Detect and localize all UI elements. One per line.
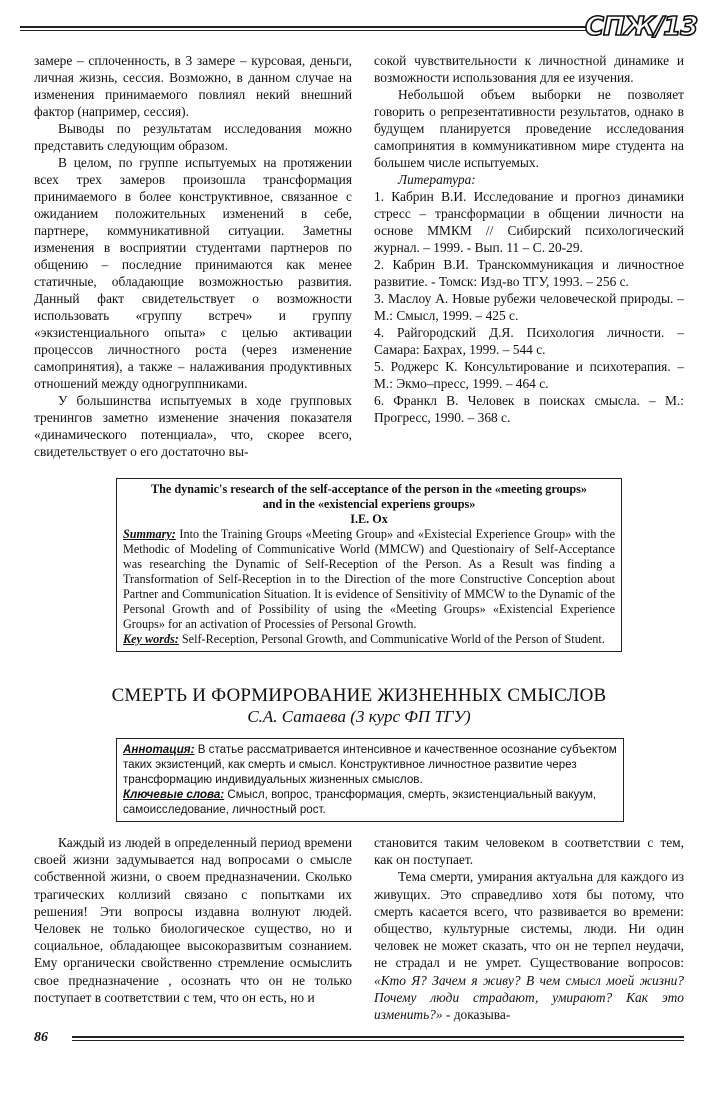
annotation-box <box>116 738 624 822</box>
annotation-keywords-text: Смысл, вопрос, трансформация, смерть, экзистенциальный вакуум, самоисследование, личностный рост. <box>123 788 597 816</box>
right-column-top <box>374 52 684 426</box>
keywords-text: Self-Reception, Personal Growth, and Communicative World of the Person of Student. <box>178 632 605 646</box>
annotation-keywords <box>123 787 617 817</box>
annotation-label: Аннотация: <box>123 743 195 756</box>
right-column-bottom <box>374 834 684 1023</box>
page-number: 86 <box>34 1030 48 1045</box>
reference-item: 5. Роджерс К. Консультирование и психотерапия. – М.: Экмо–пресс, 1999. – 464 с. <box>374 359 684 391</box>
reference-list <box>374 188 684 426</box>
annotation-text: В статье рассматривается интенсивное и качественное осознание субъектом таких экзистенций, как смерть и смысл. Конструктивное личностное развитие через трансформацию индивидуальных жизненных смыслов. <box>123 743 617 786</box>
keywords-paragraph <box>123 632 615 647</box>
paragraph: сокой чувствительности к личностной динамике и возможности использования для ее изучения. <box>374 53 684 85</box>
header-rule <box>20 26 590 31</box>
paragraph: Небольшой объем выборки не позволяет говорить о репрезентативности результатов, однако в будущем планируется проведение исследования самопринятия в коммуникативном мире студента на большем числе испытуемых. <box>374 87 684 170</box>
paragraph: замере – сплоченность, в 3 замере – курсовая, деньги, личная жизнь, сессия. Возможно, в данном случае на изменения принимаемого повлиял некий внешний фактор (например, сессия). <box>34 53 352 119</box>
summary-title-line: The dynamic's research of the self-acceptance of the person in the «meeting groups» <box>151 482 587 496</box>
left-column-top <box>34 52 352 460</box>
paragraph: У большинства испытуемых в ходе групповых тренингов заметно изменение значения показателя «динамического потенциала», что, скорее всего, свидетельствует о его достаточно вы- <box>34 393 352 459</box>
article-title: СМЕРТЬ И ФОРМИРОВАНИЕ ЖИЗНЕННЫХ СМЫСЛОВ <box>111 685 607 706</box>
paragraph <box>374 868 684 1023</box>
annotation-keywords-label: Ключевые слова: <box>123 788 225 801</box>
paragraph-italic-questions: «Кто Я? Зачем я живу? В чем смысл моей жизни? Почему люди страдают, умирают? Как это изменить?» <box>374 972 684 1023</box>
summary-author: I.E. Ox <box>350 512 388 526</box>
english-summary-box <box>116 478 622 652</box>
paragraph: В целом, по группе испытуемых на протяжении всех трех замеров произошла трансформация принимаемого в более конструктивное, связанное с ожиданием положительных изменений в себе, партнере, коммуникативной ситуации. Заметны изменения в восприятии студентами партнеров по общению – последние принимаются как менее статичные, обладающие возможностью развития. Данный факт свидетельствует о возможности использовать «группу встреч» и группу «экзистенциального опыта» с целью активации процессов личностного роста (через изменение самопринятия), а также – налаживания продуктивных отношений между одногруппниками. <box>34 155 352 391</box>
summary-label: Summary: <box>123 527 176 541</box>
paragraph-text: - доказыва- <box>442 1007 511 1023</box>
journal-logo: СПЖ/13 <box>585 12 698 42</box>
footer-rule <box>72 1036 684 1041</box>
summary-title-line: and in the «existencial experiens groups» <box>262 497 476 511</box>
reference-item: 2. Кабрин В.И. Транскоммуникация и личностное развитие. - Томск: Изд-во ТГУ, 1993. – 256 с. <box>374 257 684 289</box>
references-heading: Литература: <box>398 172 476 187</box>
paragraph: становится таким человеком в соответствии с тем, как он поступает. <box>374 835 684 868</box>
paragraph: Каждый из людей в определенный период времени своей жизни задумывается над вопросами о смысле собственной жизни, о своем предназначении. Сколько трагических коллизий связано с попытками их решения! Эти вопросы издавна волнуют людей. Человек не только биологическое существо, но и социальное, обладающее высокоразвитым сознанием. Ему органически свойственно стремление осмыслить свое предназначение , осознать что он не только поступает в соответствии с тем, что он есть, но и <box>34 835 352 1005</box>
reference-item: 3. Маслоу А. Новые рубежи человеческой природы. – М.: Смысл, 1999. – 425 с. <box>374 291 684 323</box>
reference-item: 6. Франкл В. Человек в поисках смысла. – М.: Прогресс, 1990. – 368 с. <box>374 393 684 425</box>
left-column-bottom <box>34 834 352 1006</box>
paragraph: Выводы по результатам исследования можно представить следующим образом. <box>34 121 352 153</box>
reference-item: 4. Райгородский Д.Я. Психология личности. – Самара: Бахрах, 1999. – 544 с. <box>374 325 684 357</box>
article-author: С.А. Сатаева (3 курс ФП ТГУ) <box>247 707 471 726</box>
summary-text: Into the Training Groups «Meeting Group» and «Existecial Experience Group» with the Methodic of Modeling of Communicative World (MMCW) and Questionairy of Self-Acceptance was researching the Dynamic of Self-Reception of the Person. As a Result was finding a Transformation of Self-Reception in to the Direction of the more Constructive Conception about Partner and Communication Situation. It is evidence of Sensitivity of MMCW to the Dynamic of the Personal Growth and of Possibility of using the «Meeting Groups» «Existencial Experience Groups» for an activation of Processies of Personal Growth. <box>123 527 615 631</box>
keywords-label: Key words: <box>123 632 179 646</box>
paragraph-text: Тема смерти, умирания актуальна для каждого из живущих. Это справедливо хотя бы потому, что смерть касается всего, что развивается во времени: общество, культурные системы, люди. Ни один человек не может сказать, что он не терпел неудачи, не страдал и не умрет. Существование вопросов: <box>374 869 684 971</box>
reference-item: 1. Кабрин В.И. Исследование и прогноз динамики стресс – трансформации в общении личности на основе ММКМ // Сибирский психологический журнал. – 1999. - Вып. 11 – С. 20-29. <box>374 189 684 255</box>
summary-paragraph <box>123 527 615 632</box>
annotation-paragraph <box>123 742 617 787</box>
